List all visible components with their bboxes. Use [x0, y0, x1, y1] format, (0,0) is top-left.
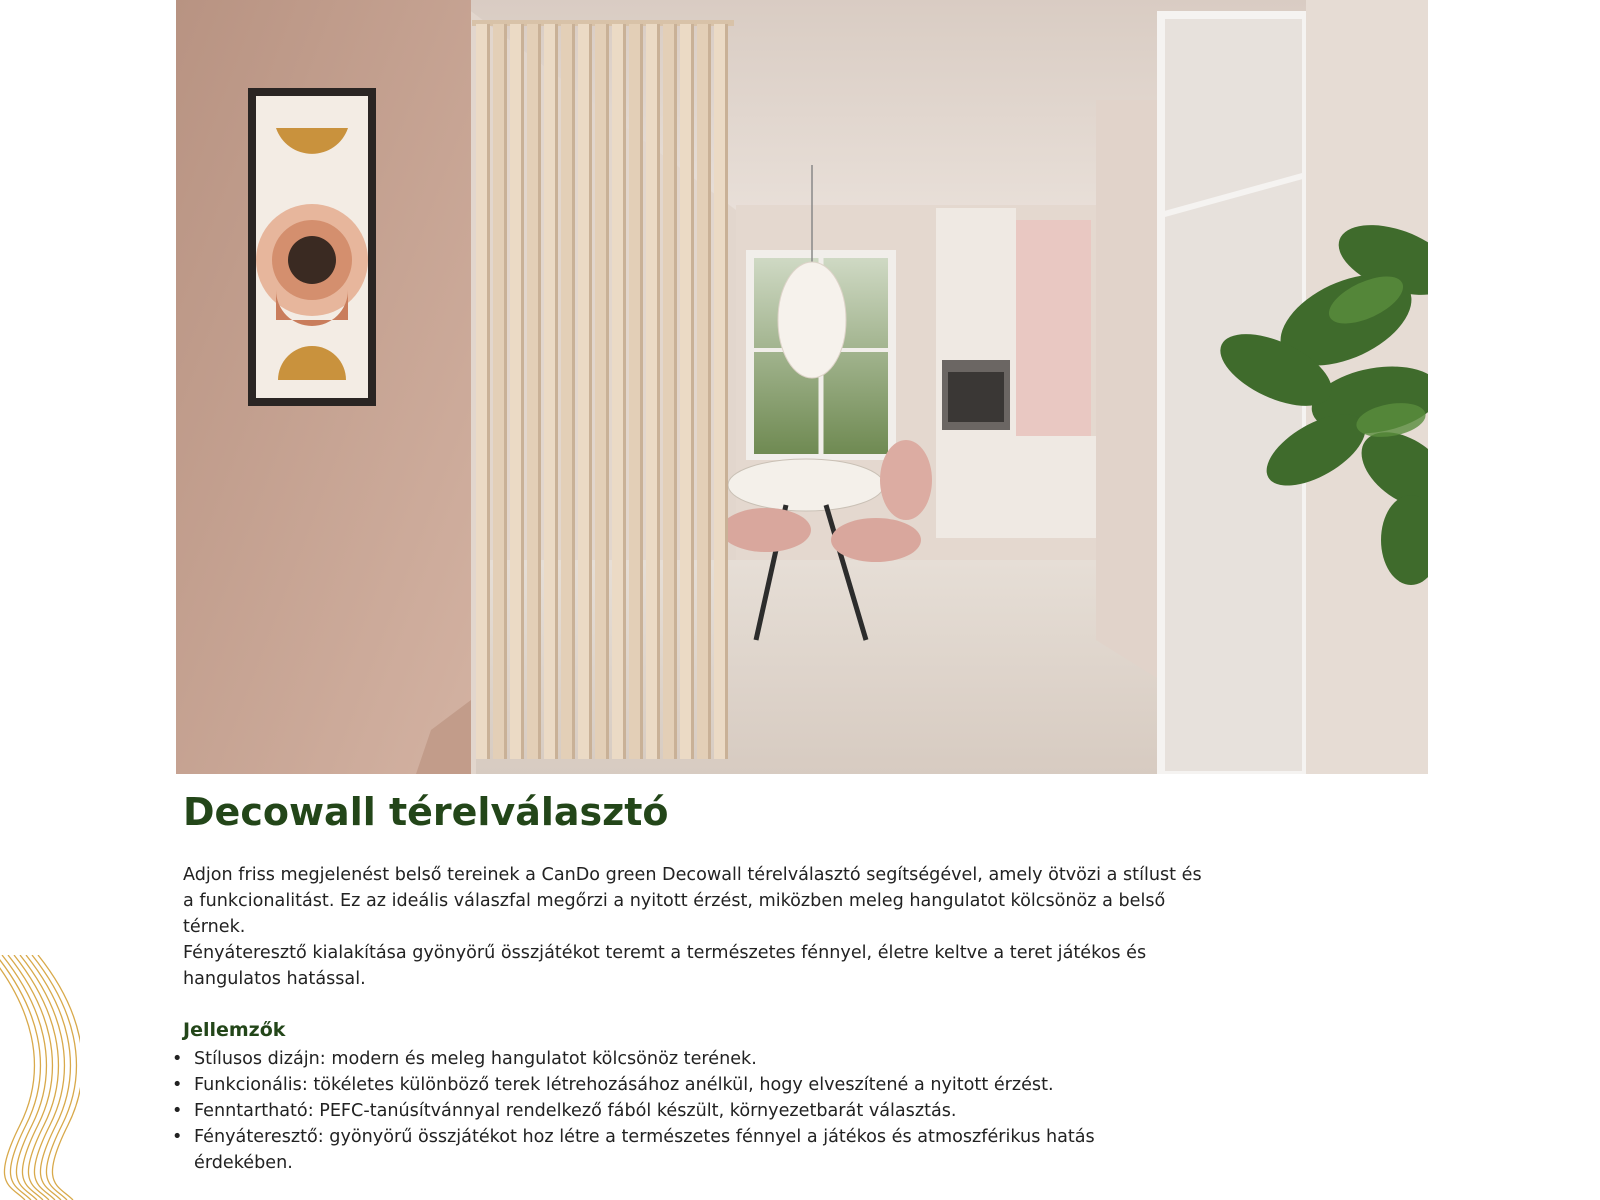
feature-item-function: • Funkcionális: tökéletes különböző terek létrehozásához anélkül, hogy elveszítené a nyitott érzést.: [172, 1072, 1192, 1098]
wood-slat: [527, 24, 538, 759]
wood-slat: [595, 24, 606, 759]
wood-slat: [629, 24, 640, 759]
feature-item-sustainable: • Fenntartható: PEFC-tanúsítvánnyal rendelkező fából készült, környezetbarát választás.: [172, 1098, 1192, 1124]
wood-slat: [510, 24, 521, 759]
wood-slat: [697, 24, 708, 759]
page-title: Decowall térelválasztó: [183, 790, 669, 834]
hero-photo: [176, 0, 1428, 774]
feature-item-translucent: • Fényáteresztő: gyönyörű összjátékot hoz létre a természetes fénnyel a játékos és atmoszférikus hatás érdekében.: [172, 1124, 1192, 1176]
features-heading: Jellemzők: [183, 1019, 286, 1041]
decorative-wave-lines: [0, 955, 80, 1200]
wood-slat: [578, 24, 589, 759]
wood-slat: [612, 24, 623, 759]
features-list: [172, 1046, 1192, 1176]
wood-slat: [561, 24, 572, 759]
feature-item-style: • Stílusos dizájn: modern és meleg hangulatot kölcsönöz terének.: [172, 1046, 1192, 1072]
wood-slat: [544, 24, 555, 759]
wood-slat: [493, 24, 504, 759]
wood-slat: [714, 24, 725, 759]
wood-slat: [646, 24, 657, 759]
wood-slat: [476, 24, 487, 759]
intro-paragraph-1: Adjon friss megjelenést belső tereinek a CanDo green Decowall térelválasztó segítségével, amely ötvözi a stílust és a funkcionalitást. Ez az ideális válaszfal megőrzi a nyitott érzést, miközben meleg hangulatot kölcsönöz a belső térnek.: [183, 865, 1202, 937]
intro-text: [183, 862, 1203, 992]
intro-paragraph-2: Fényáteresztő kialakítása gyönyörű összjátékot teremt a természetes fénnyel, életre keltve a teret játékos és hangulatos hatással.: [183, 943, 1147, 989]
wood-slat: [663, 24, 674, 759]
wood-slat: [680, 24, 691, 759]
